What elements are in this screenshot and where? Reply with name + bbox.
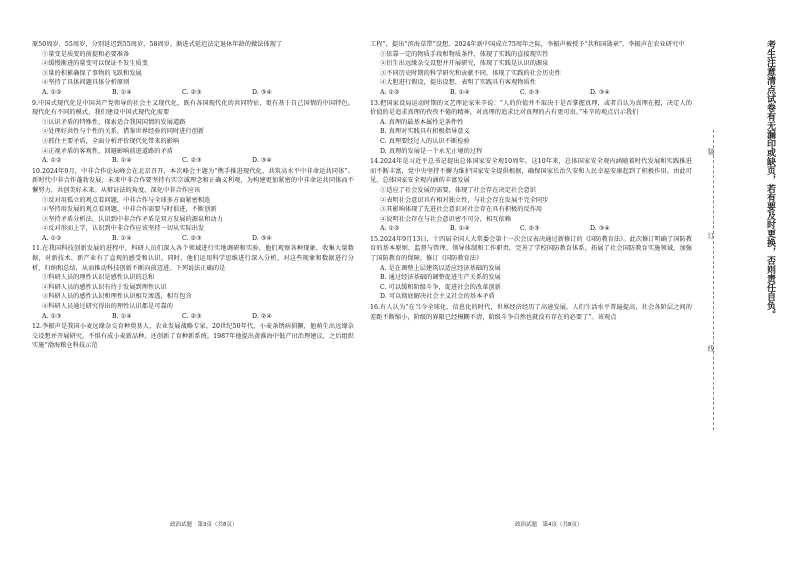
page-footer-right: 政治试题 第4页（共8页） bbox=[515, 522, 583, 528]
page-footer-left: 政治试题 第3页（共8页） bbox=[170, 522, 238, 528]
left-column bbox=[32, 40, 354, 351]
binding-label-xian: 线 bbox=[707, 345, 715, 352]
q8-options bbox=[32, 88, 354, 98]
q11-item-2: ②科研人员的感性认识有待于发展到理性认识 bbox=[42, 283, 167, 291]
q16-stem: 16.有人认为“在当今全球化、信息化的时代，世界经济经历了高速发展，人们生活水平普遍提高，社会各阶层之间的差距不断缩小，阶级的界限已经模糊不清，阶级斗争自然也就没有存在的必要了”。该观点 bbox=[370, 304, 692, 321]
q10-item-1: ①反对用孤立的观点看问题，中非合作与全球多方面紧密相连 bbox=[42, 196, 211, 204]
q12-continued: 工程”，提出“滨海草带”设想。2024年新中国成立75周年之际，李振声被授予“共和国勋章”。李振声在农业研究中 bbox=[370, 41, 685, 48]
q14-item-3: ③其影响体现了先进社会意识对社会存在具有积极的反作用 bbox=[380, 206, 543, 214]
q10-item-2: ②坚持用发展的观点看问题，中非合作需要与时俱进，不断创新 bbox=[42, 206, 217, 214]
q8-item-1: ①量变是质变的前提和必要准备 bbox=[42, 50, 130, 58]
q8-intro: 原50周岁、55周岁，分别延迟到55周岁、58周岁。渐进式延迟法定退休年龄的做法体现了 bbox=[32, 41, 283, 48]
q11-stem: 11.在我国科技创新发展的进程中，科研人员们深入各个领域进行实地调研和实验。他们观察各种现象，收集大量数据，对新技术、新产业有了直观的感受和认识。同时，他们运用科学思维进行深入分析，对这些现象和数据进行分析、归纳和总结，从而推动科技创新不断向前迈进。下列说法正确的是 bbox=[32, 245, 354, 272]
q13-option-d[interactable]: D. 真理的发展是一个永无止境的过程 bbox=[380, 147, 483, 155]
q12-item-4: ④大胆进行假设，提出设想，表明了实践具有客观物质性 bbox=[380, 79, 536, 87]
q12-option-a[interactable]: A. ①② bbox=[380, 88, 400, 96]
q8-item-3: ③量的积累确保了事物的飞跃和发展 bbox=[42, 69, 142, 77]
q8-option-b[interactable]: B. ①④ bbox=[112, 88, 132, 96]
q15-option-a[interactable]: A. 是在调整上层建筑以适应经济基础的发展 bbox=[380, 264, 501, 272]
q14-item-2: ②表明社会意识具有相对独立性，与社会存在发展不完全同步 bbox=[380, 196, 549, 204]
q9-item-3: ③抓住主要矛盾，全面分析评价现代化带来的影响 bbox=[42, 137, 180, 145]
q11-item-3: ③科研人员的感性认识和理性认识相互渗透，相互包含 bbox=[42, 293, 192, 301]
q15-option-d[interactable]: D. 可以彻底解决社会主义社会的基本矛盾 bbox=[380, 293, 495, 301]
q13-stem: 13.把国家设局运动时期的文艺理论家米辛说：“人的价值并不取决于是否掌握真理，或者自认为真理在握，决定人的价值的是追求真理的孜孜不倦的精神，对真理的追求比对真理的占有更可贵。”米辛的观点启示我们 bbox=[370, 99, 692, 117]
q11-option-d[interactable]: D. ②④ bbox=[252, 312, 273, 320]
q15-stem: 15.2024年9月13日，十四届全国人大常委会第十一次会议表决通过新修订的《国防教育法》。此次修订明确了国防教育的基本原则、监督与管理、领导体制和工作职责，完善了学校国防教育体系，拓展了社会国防教育实施领域，加强了国防教育的保障。修订《国防教育法》 bbox=[370, 235, 692, 263]
q15-option-b[interactable]: B. 通过经济基础的调整促进生产关系的发展 bbox=[380, 274, 501, 282]
q14-option-a[interactable]: A. ①② bbox=[380, 225, 400, 233]
q9-stem: 9.中国式现代化是中国共产党领导的社会主义现代化，既有各国现代化的共同特征，更有基于自己国情的中国特色。现代化有不同的模式，我们建设中国式现代化需要 bbox=[32, 99, 354, 117]
candidate-notice: 考生注意清点试卷有无漏印或缺页，若有要及时更换，否则责任自负。 bbox=[765, 40, 775, 319]
q12-option-b[interactable]: B. ①④ bbox=[450, 88, 470, 96]
q9-option-d[interactable]: D. ③④ bbox=[252, 157, 273, 165]
q9-item-2: ②处理好共性与个性的关系，借鉴世界经验的同时进行创新 bbox=[42, 128, 205, 136]
q15-option-c[interactable]: C. 可以缓和阶级斗争，促进社会的改革创新 bbox=[380, 283, 501, 291]
q8-option-c[interactable]: C. ②③ bbox=[182, 88, 202, 96]
q9-option-c[interactable]: C. ②③ bbox=[182, 157, 202, 165]
binding-label-zhuang: 装 bbox=[707, 148, 715, 155]
q14-option-d[interactable]: D. ③④ bbox=[590, 225, 611, 233]
q10-option-b[interactable]: B. ①④ bbox=[112, 234, 132, 242]
q14-options bbox=[370, 224, 692, 234]
q9-options bbox=[32, 156, 354, 166]
q14-option-c[interactable]: C. ②③ bbox=[520, 225, 540, 233]
q12-item-2: ②衍生出远缘杂交设想并开展研究，体现了实践是认识的源泉 bbox=[380, 60, 549, 68]
q11-option-a[interactable]: A. ①③ bbox=[42, 312, 62, 320]
q10-option-c[interactable]: C. ②③ bbox=[182, 234, 202, 242]
q8-option-a[interactable]: A. ①② bbox=[42, 88, 62, 96]
q10-options bbox=[32, 234, 354, 244]
q10-item-4: ④反对形而上学，认识到中非合作应该坚持一切从实际出发 bbox=[42, 225, 205, 233]
q12-options bbox=[370, 88, 692, 98]
q14-option-b[interactable]: B. ①④ bbox=[450, 225, 470, 233]
q14-item-4: ④说明社会存在与社会意识密不可分，相互依赖 bbox=[380, 215, 511, 223]
q8-option-d[interactable]: D. ③④ bbox=[252, 88, 273, 96]
q10-stem: 10.2024年9月，中非合作论坛峰会在北京召开，本次峰会主题为“携手推进现代化，共筑高水平中非命运共同体”。新时代中非合作蓬勃发展，未来中非合作要坚持有实宗诚理念和正确义利观，为构建更加紧密的中非命运共同体而不懈努力，共创美好未来。从辩证法的角度，深化中非合作应该 bbox=[32, 167, 354, 194]
q10-option-d[interactable]: D. ③④ bbox=[252, 234, 273, 242]
q13-option-b[interactable]: B. 真理对实践具有积极指导意义 bbox=[380, 128, 470, 136]
q11-item-4: ④科研人员通过研究得出的理性认识都是可靠的 bbox=[42, 303, 173, 311]
q14-item-1: ①适应了社会发展的需要，体现了社会存在决定社会意识 bbox=[380, 186, 536, 194]
q11-item-1: ①科研人员的理性认识是感性认识的总和 bbox=[42, 274, 155, 282]
q9-item-1: ①认识矛盾的特殊性，探索适合我国国情的发展道路 bbox=[42, 118, 186, 126]
q8-item-2: ②缓慢渐进的量变可以保证不发生质变 bbox=[42, 60, 149, 68]
q14-stem: 14.2024年是习近平总书记提出总体国家安全观10周年。这10年来，总体国家安全观内涵随着时代发展和实践推进而不断丰富，党中央坚持不懈为维护国家安全提供根据，确保国家长治久安和人民幸福安康起到了积极作用。由此可见，总体国家安全观内涵的丰富发展 bbox=[370, 158, 692, 185]
q12-option-d[interactable]: D. ③④ bbox=[590, 88, 611, 96]
q11-option-c[interactable]: C. ②③ bbox=[182, 312, 202, 320]
q12-stem: 12.李振声是我国小麦远缘杂交育种奠基人、农业发展战略专家。20世纪50年代，小麦条锈病猖獗，他萌生出远缘杂交设想并开展研究，不惧有成小麦新品种，还创新了育种新系统。1987年他提出黄淮海中低产田治理建议，之后组织实施“渤海粮仓科技示范 bbox=[32, 323, 354, 350]
binding-label-ding: 订 bbox=[707, 232, 715, 239]
q13-option-c[interactable]: C. 真理要经过人的认识不断检验 bbox=[380, 137, 470, 145]
q9-item-4: ④正视矛盾的客观性，回避影响前进道路的矛盾 bbox=[42, 147, 173, 155]
q10-option-a[interactable]: A. ①② bbox=[42, 234, 62, 242]
q11-option-b[interactable]: B. ①④ bbox=[112, 312, 132, 320]
q12-item-1: ①依靠一定的物质手段和物质条件，体现了实践的直接现实性 bbox=[380, 50, 549, 58]
q11-options bbox=[32, 312, 354, 322]
q9-option-b[interactable]: B. ①④ bbox=[112, 157, 132, 165]
q10-item-3: ③坚持矛盾分析法，认识到中非合作矛盾是双方发展的源泉和动力 bbox=[42, 215, 223, 223]
binding-line bbox=[713, 130, 720, 430]
q9-option-a[interactable]: A. ①② bbox=[42, 157, 62, 165]
q8-item-4: ④坚持了具体问题具体分析原则 bbox=[42, 79, 130, 87]
q13-option-a[interactable]: A. 真理的最基本属性是条件性 bbox=[380, 118, 464, 126]
q12-item-3: ③不同历史时期的科学研究和贡献不同，体现了实践的社会历史性 bbox=[380, 69, 561, 77]
right-column bbox=[370, 40, 692, 322]
q12-option-c[interactable]: C. ②③ bbox=[520, 88, 540, 96]
